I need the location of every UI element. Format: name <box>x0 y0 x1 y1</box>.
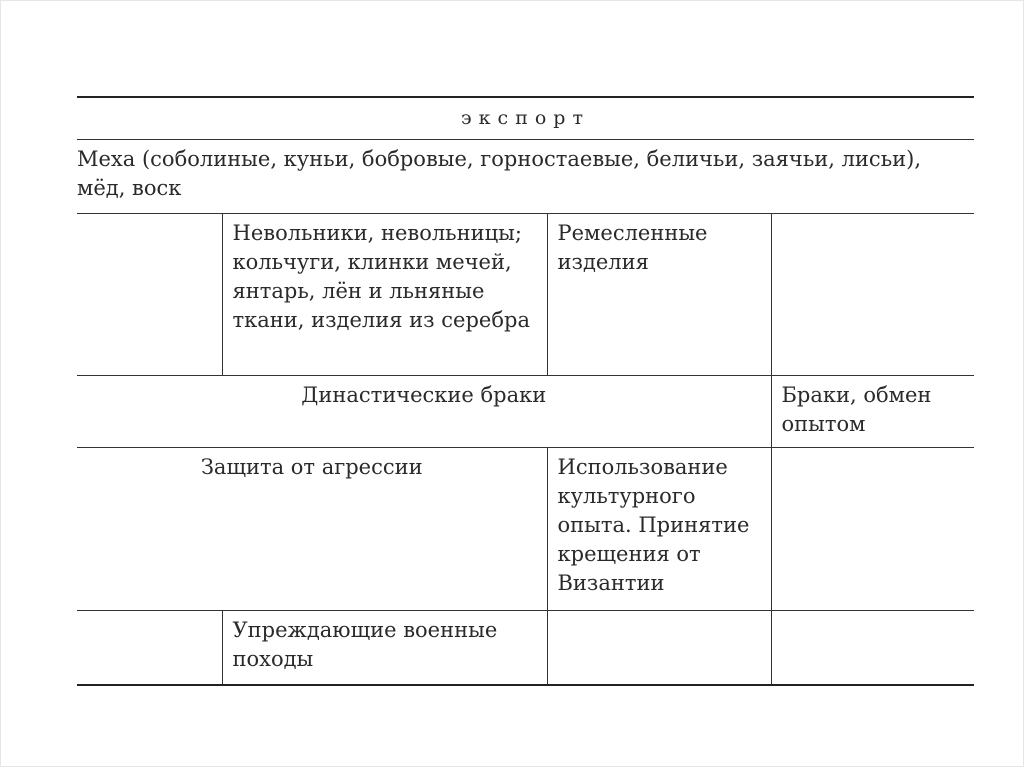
slaves-col3-text: Ремесленные изделия <box>557 221 708 274</box>
table-row-exports <box>77 140 974 214</box>
campaigns-col4-empty <box>771 611 974 685</box>
campaigns-col1-empty <box>77 611 222 685</box>
marriage-col4-text: Браки, обмен опытом <box>781 383 932 436</box>
defense-col12-text: Защита от агрессии <box>200 455 423 479</box>
campaigns-col2-text: Упреждающие военные походы <box>232 618 498 671</box>
table-row-header <box>77 97 974 140</box>
trade-relations-table <box>77 96 974 686</box>
relations-table <box>77 96 974 686</box>
campaigns-col2-cell <box>222 611 547 685</box>
defense-col12-cell <box>77 448 547 611</box>
table-row-marriage <box>77 376 974 448</box>
table-header-export: экспорт <box>77 97 974 140</box>
marriage-col123-cell <box>77 376 771 448</box>
slaves-col2-cell <box>222 214 547 376</box>
table-row-defense <box>77 448 974 611</box>
slaves-col2-text: Невольники, невольницы; кольчуги, клинки мечей, янтарь, лён и льняные ткани, изделия из серебра <box>232 221 530 332</box>
marriage-col123-text: Династические браки <box>301 383 547 407</box>
defense-col4-empty <box>771 448 974 611</box>
campaigns-col3-empty <box>547 611 771 685</box>
defense-col3-cell <box>547 448 771 611</box>
table-row-slaves <box>77 214 974 376</box>
defense-col3-text: Использование культурного опыта. Принятие крещения от Византии <box>557 455 750 595</box>
slaves-col3-cell <box>547 214 771 376</box>
slaves-col4-empty <box>771 214 974 376</box>
marriage-col4-cell <box>771 376 974 448</box>
exports-cell <box>77 140 974 214</box>
slaves-col1-empty <box>77 214 222 376</box>
exports-text: Меха (соболиные, куньи, бобровые, горностаевые, беличьи, заячьи, лисьи), мёд, воск <box>77 147 921 200</box>
table-row-campaigns <box>77 611 974 685</box>
